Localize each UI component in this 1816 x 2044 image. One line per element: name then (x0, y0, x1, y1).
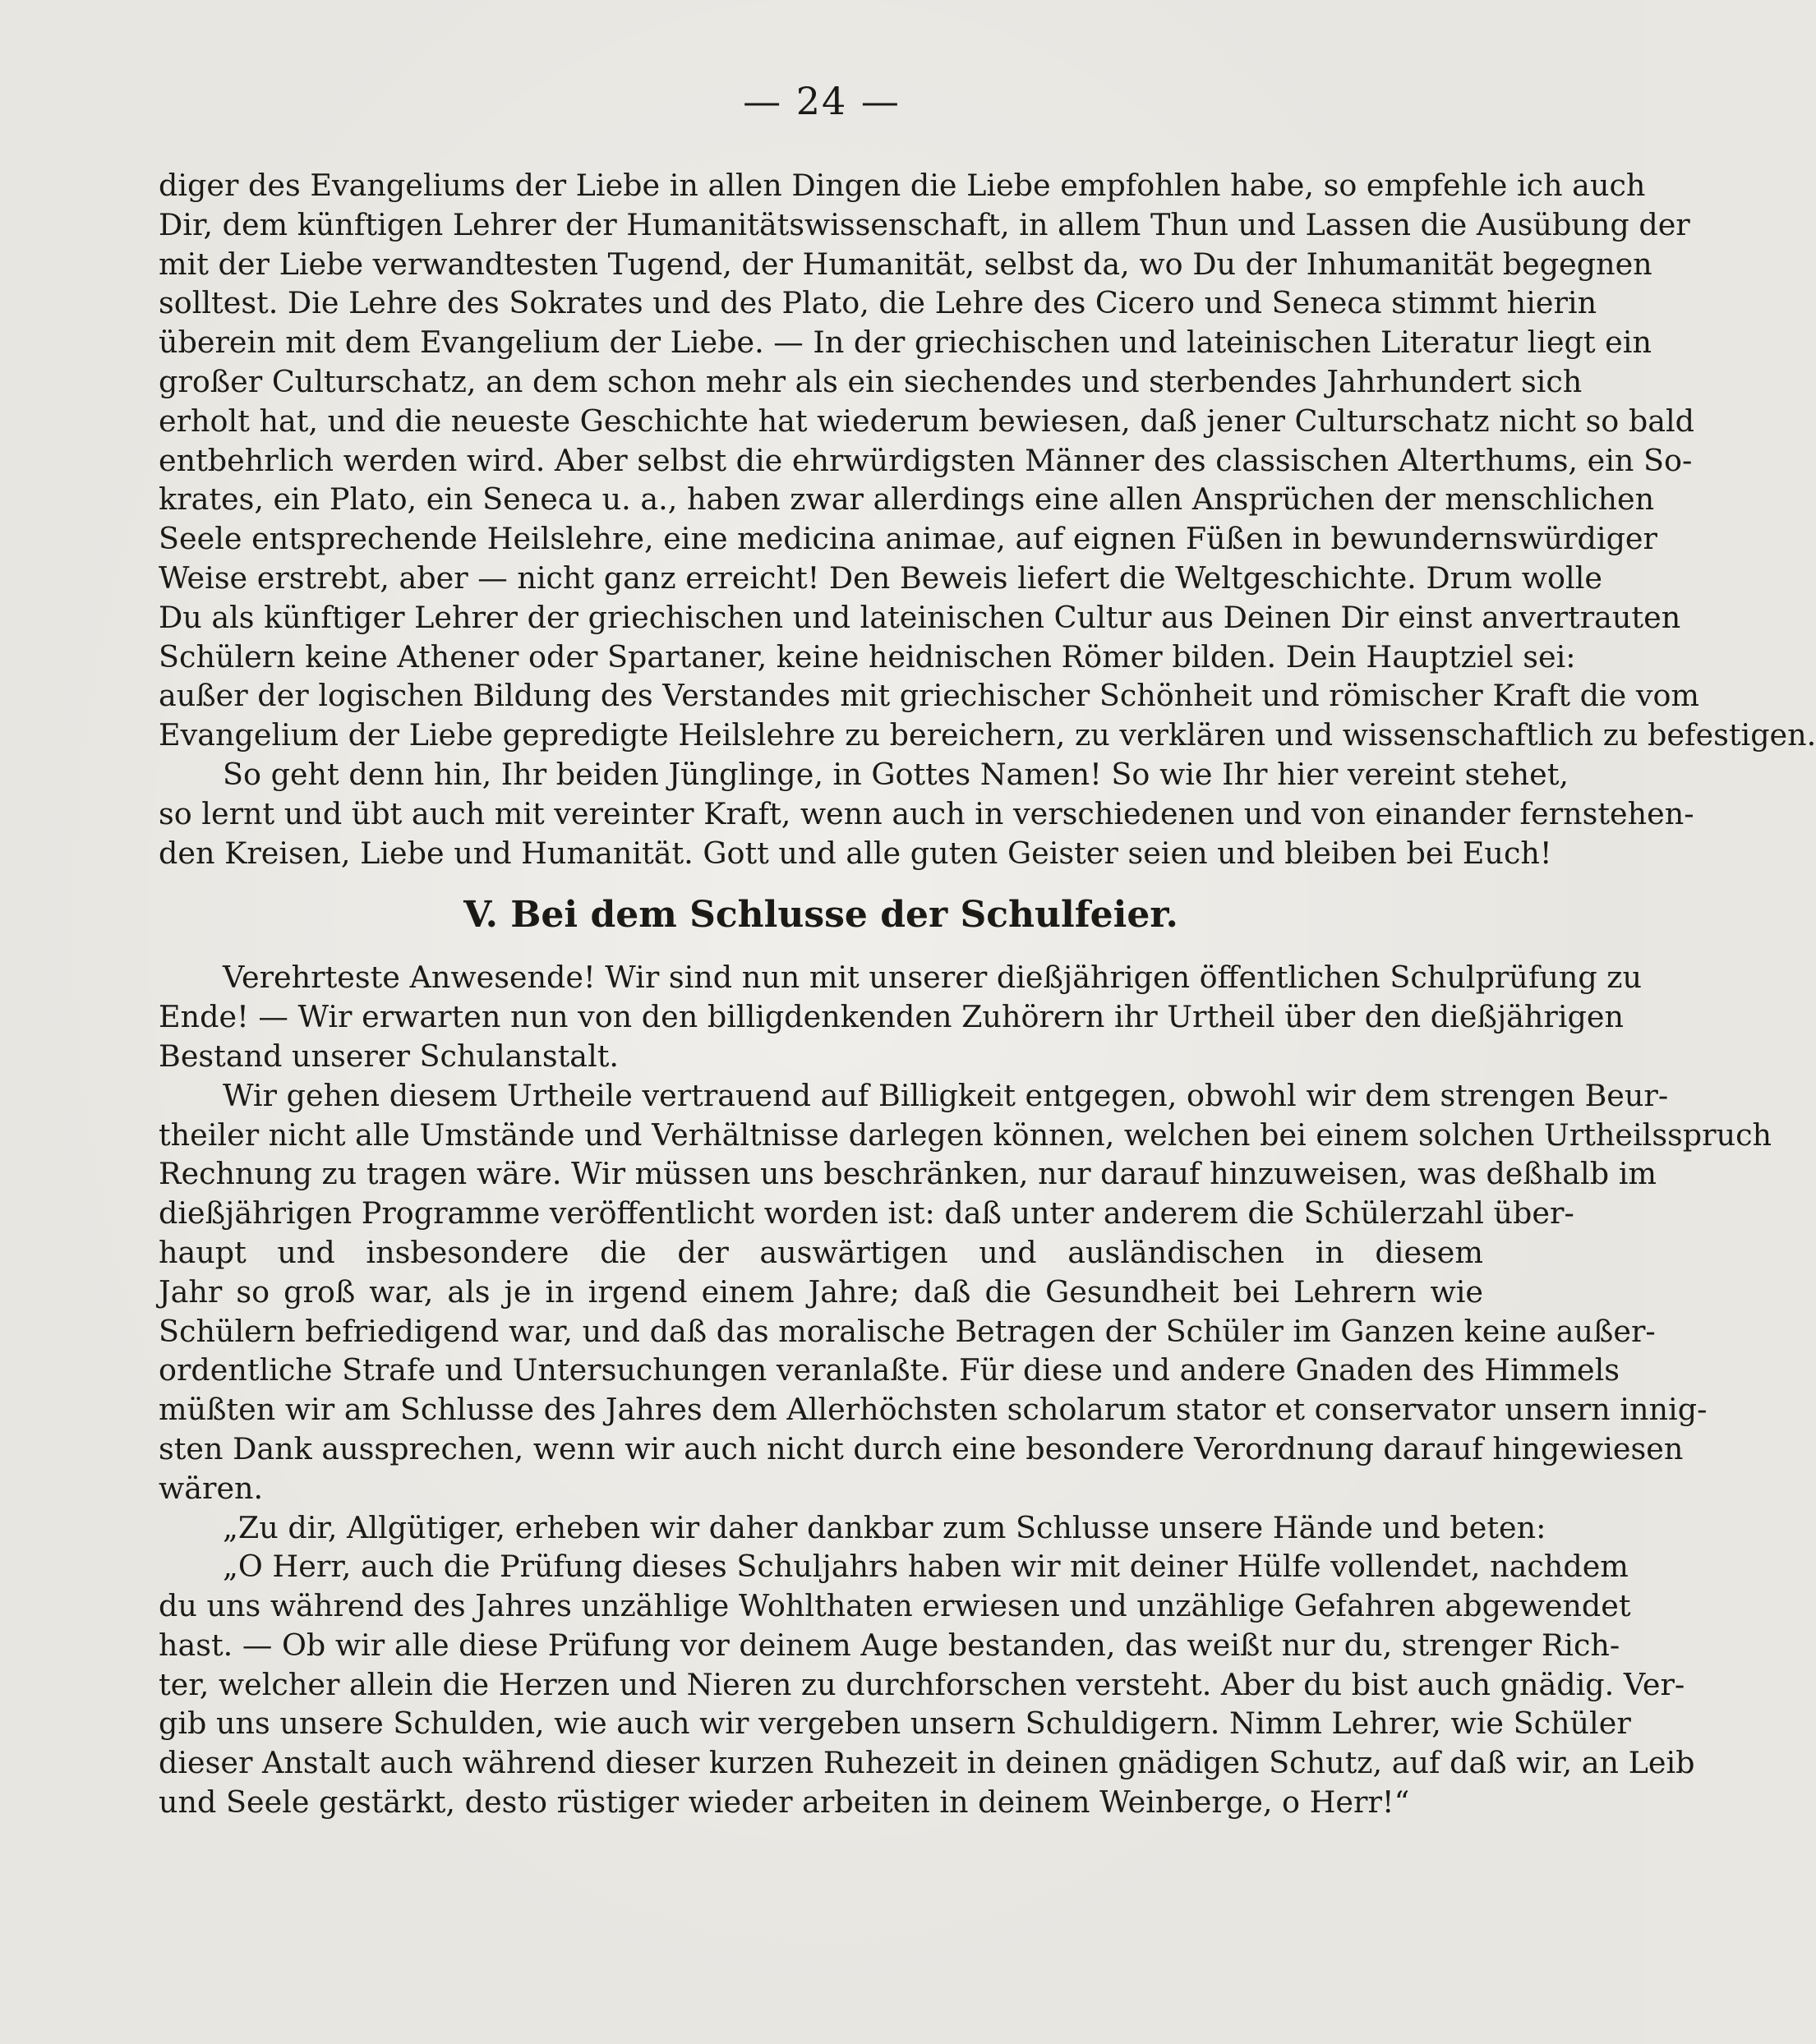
text-line: Ende! — Wir erwarten nun von den billigdenkenden Zuhörern ihr Urtheil über den dießjährigen (159, 999, 1624, 1035)
text-line: ordentliche Strafe und Untersuchungen veranlaßte. Für diese und andere Gnaden des Himmels (159, 1352, 1620, 1388)
text-line: so lernt und übt auch mit vereinter Kraft, wenn auch in verschiedenen und von einander fernstehen- (159, 795, 1694, 831)
text-line: Wir gehen diesem Urtheile vertrauend auf Billigkeit entgegen, obwohl wir dem strengen Beur- (223, 1077, 1669, 1113)
page-number: — 24 — (743, 79, 901, 123)
text-line: dieser Anstalt auch während dieser kurzen Ruhezeit in deinen gnädigen Schutz, auf daß wir, an Leib (159, 1745, 1695, 1781)
text-line: theiler nicht alle Umstände und Verhältnisse darlegen können, welchen bei einem solchen Urtheilsspruch (159, 1116, 1772, 1153)
text-line: haupt und insbesondere die der auswärtigen und ausländischen in diesem (159, 1234, 1483, 1270)
text-line: du uns während des Jahres unzählige Wohlthaten erwiesen und unzählige Gefahren abgewendet (159, 1588, 1631, 1624)
text-line: Du als künftiger Lehrer der griechischen und lateinischen Cultur aus Deinen Dir einst anvertrauten (159, 599, 1681, 635)
text-line: sten Dank aussprechen, wenn wir auch nicht durch eine besondere Verordnung darauf hingewiesen (159, 1430, 1684, 1466)
text-line: Dir, dem künftigen Lehrer der Humanitätswissenschaft, in allem Thun und Lassen die Ausübung der (159, 206, 1690, 242)
text-line: So geht denn hin, Ihr beiden Jünglinge, in Gottes Namen! So wie Ihr hier vereint stehet, (223, 756, 1569, 792)
text-line: außer der logischen Bildung des Verstandes mit griechischer Schönheit und römischer Kraft die vom (159, 678, 1700, 714)
text-line: ter, welcher allein die Herzen und Nieren zu durchforschen versteht. Aber du bist auch gnädig. Ver- (159, 1666, 1685, 1702)
text-line: den Kreisen, Liebe und Humanität. Gott und alle guten Geister seien und bleiben bei Euch! (159, 835, 1552, 871)
text-line: „Zu dir, Allgütiger, erheben wir daher dankbar zum Schlusse unsere Hände und beten: (223, 1509, 1546, 1545)
text-line: Evangelium der Liebe gepredigte Heilslehre zu bereichern, zu verklären und wissenschaftlich zu befestigen. (159, 717, 1816, 753)
text-line: müßten wir am Schlusse des Jahres dem Allerhöchsten scholarum stator et conservator unsern innig- (159, 1392, 1708, 1428)
text-line: Jahr so groß war, als je in irgend einem Jahre; daß die Gesundheit bei Lehrern wie (159, 1273, 1483, 1310)
text-line: Verehrteste Anwesende! Wir sind nun mit unserer dießjährigen öffentlichen Schulprüfung zu (223, 960, 1643, 996)
text-line: Weise erstrebt, aber — nicht ganz erreicht! Den Beweis liefert die Weltgeschichte. Drum wolle (159, 559, 1602, 596)
text-line: hast. — Ob wir alle diese Prüfung vor deinem Auge bestanden, das weißt nur du, strenger Rich- (159, 1627, 1620, 1663)
text-line: diger des Evangeliums der Liebe in allen Dingen die Liebe empfohlen habe, so empfehle ich auch (159, 168, 1646, 203)
text-line: Seele entsprechende Heilslehre, eine medicina animae, auf eignen Füßen in bewundernswürdiger (159, 521, 1657, 557)
main-text (159, 166, 1816, 1822)
text-line: gib uns unsere Schulden, wie auch wir vergeben unsern Schuldigern. Nimm Lehrer, wie Schüler (159, 1706, 1631, 1742)
text-line: überein mit dem Evangelium der Liebe. — In der griechischen und lateinischen Literatur liegt ein (159, 325, 1652, 361)
text-line: solltest. Die Lehre des Sokrates und des Plato, die Lehre des Cicero und Seneca stimmt hierin (159, 285, 1597, 321)
text-line: erholt hat, und die neueste Geschichte hat wiederum bewiesen, daß jener Culturschatz nicht so bald (159, 403, 1695, 439)
text-line: wären. (159, 1470, 264, 1506)
text-line: Bestand unserer Schulanstalt. (159, 1038, 620, 1074)
text-line: Schülern keine Athener oder Spartaner, keine heidnischen Römer bilden. Dein Hauptziel sei: (159, 638, 1576, 674)
text-line: „O Herr, auch die Prüfung dieses Schuljahrs haben wir mit deiner Hülfe vollendet, nachdem (223, 1549, 1629, 1585)
text-line: krates, ein Plato, ein Seneca u. a., haben zwar allerdings eine allen Ansprüchen der menschlichen (159, 481, 1655, 518)
text-line: Rechnung zu tragen wäre. Wir müssen uns beschränken, nur darauf hinzuweisen, was deßhalb im (159, 1156, 1657, 1192)
text-line: und Seele gestärkt, desto rüstiger wieder arbeiten in deinem Weinberge, o Herr!“ (159, 1784, 1410, 1821)
text-line: Schülern befriedigend war, und daß das moralische Betragen der Schüler im Ganzen keine außer- (159, 1313, 1656, 1349)
text-line: großer Culturschatz, an dem schon mehr als ein siechendes und sterbendes Jahrhundert sich (159, 363, 1583, 399)
text-line: dießjährigen Programme veröffentlicht worden ist: daß unter anderem die Schülerzahl über- (159, 1195, 1574, 1231)
text-line: entbehrlich werden wird. Aber selbst die ehrwürdigsten Männer des classischen Alterthums, ein So- (159, 442, 1693, 478)
text-line: mit der Liebe verwandtesten Tugend, der Humanität, selbst da, wo Du der Inhumanität begegnen (159, 246, 1652, 282)
section-heading: V. Bei dem Schlusse der Schulfeier. (463, 894, 1178, 937)
